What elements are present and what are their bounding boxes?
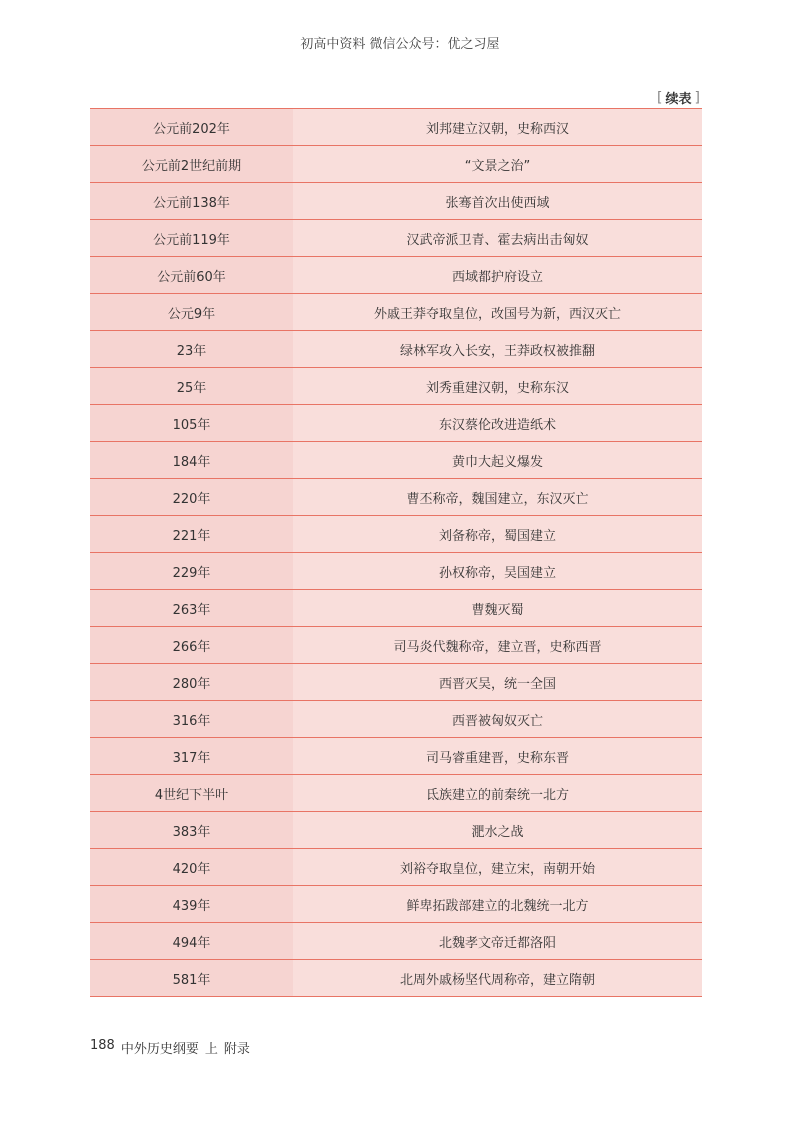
date-cell: 公元前202年: [90, 109, 293, 146]
table-row: [90, 442, 702, 479]
event-cell: 东汉蔡伦改进造纸术: [293, 405, 702, 442]
event-cell: 曹丕称帝，魏国建立，东汉灭亡: [293, 479, 702, 516]
date-cell: 280年: [90, 664, 293, 701]
date-cell: 494年: [90, 923, 293, 960]
table-row: [90, 775, 702, 812]
chronology-table-body: [90, 109, 702, 997]
date-cell: 420年: [90, 849, 293, 886]
table-row: [90, 960, 702, 997]
date-cell: 266年: [90, 627, 293, 664]
chronology-table: [90, 108, 702, 997]
event-cell: 外戚王莽夺取皇位，改国号为新，西汉灭亡: [293, 294, 702, 331]
event-cell: 刘邦建立汉朝，史称西汉: [293, 109, 702, 146]
table-row: [90, 368, 702, 405]
event-cell: 司马睿重建晋，史称东晋: [293, 738, 702, 775]
table-row: [90, 553, 702, 590]
event-cell: 西晋被匈奴灭亡: [293, 701, 702, 738]
event-cell: 刘裕夺取皇位，建立宋，南朝开始: [293, 849, 702, 886]
table-row: [90, 405, 702, 442]
continued-label-text: 续表: [665, 92, 692, 107]
event-cell: 北周外戚杨坚代周称帝，建立隋朝: [293, 960, 702, 997]
date-cell: 25年: [90, 368, 293, 405]
event-cell: 西域都护府设立: [293, 257, 702, 294]
date-cell: 公元前60年: [90, 257, 293, 294]
table-row: [90, 701, 702, 738]
page-number: 188: [90, 1038, 115, 1053]
table-row: [90, 220, 702, 257]
table-row: [90, 627, 702, 664]
table-row: [90, 664, 702, 701]
date-cell: 581年: [90, 960, 293, 997]
date-cell: 317年: [90, 738, 293, 775]
date-cell: 公元9年: [90, 294, 293, 331]
page-header: 初高中资料 微信公众号：优之习屋: [300, 37, 500, 52]
left-bracket: [: [657, 89, 663, 106]
table-row: [90, 886, 702, 923]
event-cell: “文景之治”: [293, 146, 702, 183]
table-row: [90, 146, 702, 183]
event-cell: 氐族建立的前秦统一北方: [293, 775, 702, 812]
event-cell: 孙权称帝，吴国建立: [293, 553, 702, 590]
event-cell: 北魏孝文帝迁都洛阳: [293, 923, 702, 960]
table-row: [90, 257, 702, 294]
event-cell: 曹魏灭蜀: [293, 590, 702, 627]
date-cell: 439年: [90, 886, 293, 923]
event-cell: 黄巾大起义爆发: [293, 442, 702, 479]
table-row: [90, 812, 702, 849]
date-cell: 公元前119年: [90, 220, 293, 257]
table-row: [90, 923, 702, 960]
event-cell: 刘秀重建汉朝，史称东汉: [293, 368, 702, 405]
table-row: [90, 590, 702, 627]
book-title: 中外历史纲要: [120, 1042, 199, 1057]
date-cell: 184年: [90, 442, 293, 479]
date-cell: 公元前138年: [90, 183, 293, 220]
continued-table-label: [657, 88, 700, 107]
right-bracket: ]: [694, 89, 700, 106]
table-row: [90, 183, 702, 220]
table-row: [90, 479, 702, 516]
page-footer: [90, 1038, 250, 1057]
event-cell: 鲜卑拓跋部建立的北魏统一北方: [293, 886, 702, 923]
date-cell: 105年: [90, 405, 293, 442]
table-row: [90, 516, 702, 553]
date-cell: 316年: [90, 701, 293, 738]
date-cell: 公元前2世纪前期: [90, 146, 293, 183]
date-cell: 263年: [90, 590, 293, 627]
event-cell: 汉武帝派卫青、霍去病出击匈奴: [293, 220, 702, 257]
date-cell: 220年: [90, 479, 293, 516]
volume-label: 上: [204, 1042, 218, 1057]
event-cell: 西晋灭吴，统一全国: [293, 664, 702, 701]
event-cell: 淝水之战: [293, 812, 702, 849]
event-cell: 刘备称帝，蜀国建立: [293, 516, 702, 553]
table-row: [90, 109, 702, 146]
section-label: 附录: [223, 1042, 250, 1057]
event-cell: 张骞首次出使西域: [293, 183, 702, 220]
date-cell: 4世纪下半叶: [90, 775, 293, 812]
date-cell: 383年: [90, 812, 293, 849]
event-cell: 绿林军攻入长安，王莽政权被推翻: [293, 331, 702, 368]
date-cell: 221年: [90, 516, 293, 553]
table-row: [90, 331, 702, 368]
date-cell: 23年: [90, 331, 293, 368]
event-cell: 司马炎代魏称帝，建立晋，史称西晋: [293, 627, 702, 664]
date-cell: 229年: [90, 553, 293, 590]
table-row: [90, 849, 702, 886]
table-row: [90, 294, 702, 331]
table-row: [90, 738, 702, 775]
